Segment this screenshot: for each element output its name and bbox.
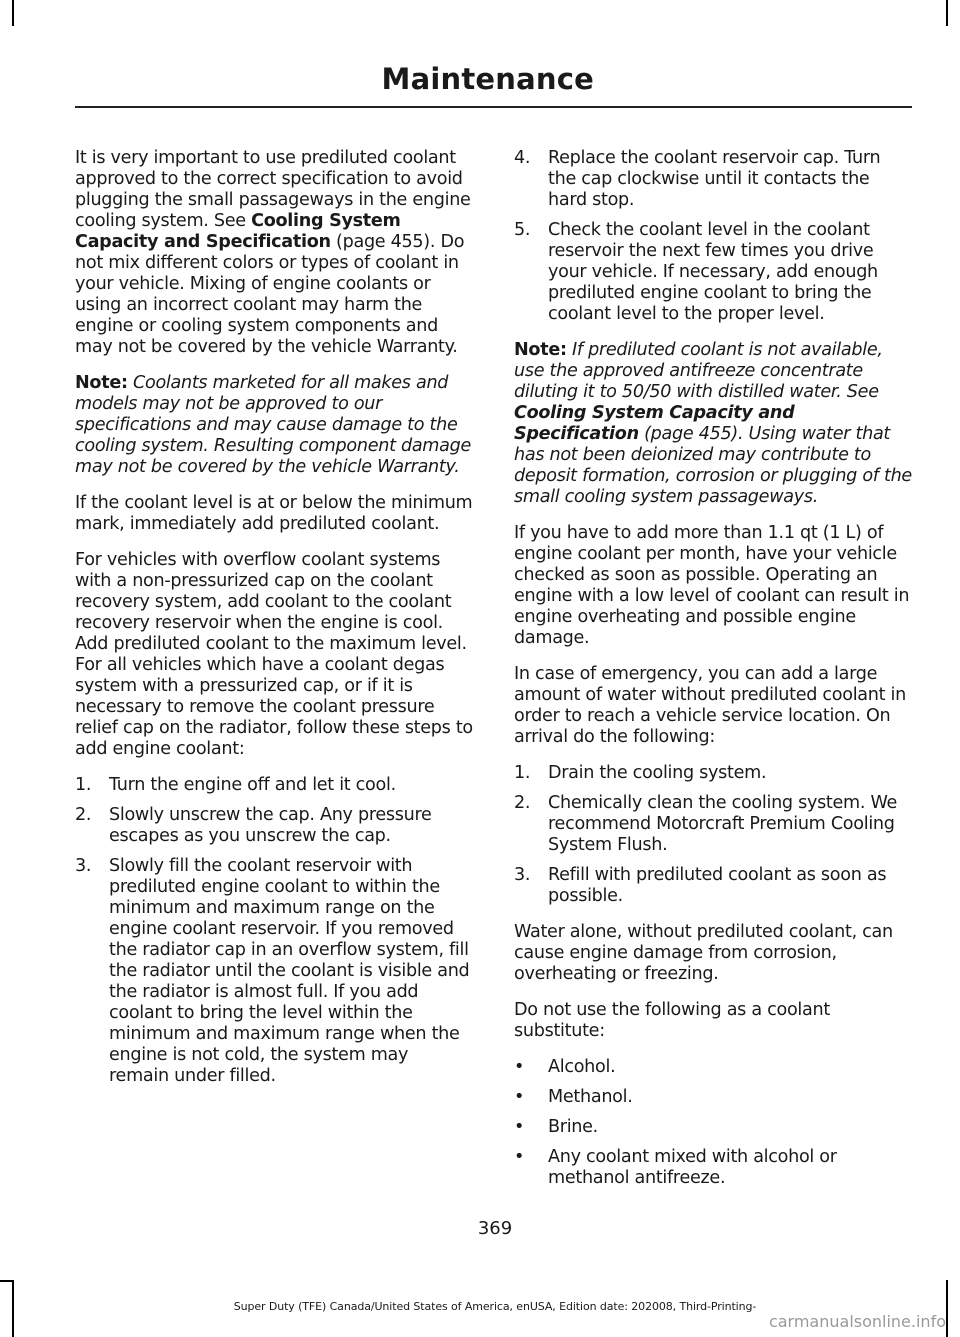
step-number: 3. <box>514 865 531 885</box>
list-item <box>514 763 912 784</box>
overflow-systems-paragraph: For vehicles with overflow coolant systems with a non-pressurized cap on the coolant recovery system, add coolant to the coolant recovery reservoir when the engine is cool. Add prediluted coolant to the maximum level. For all vehicles which have a coolant degas system with a pressurized cap, or if it is necessary to remove the coolant pressure relief cap on the radiator, follow these steps to add engine coolant: <box>75 550 473 759</box>
bullet-icon: • <box>514 1057 525 1077</box>
list-item <box>75 775 473 796</box>
step-text: Drain the cooling system. <box>548 763 767 783</box>
step-text: Slowly unscrew the cap. Any pressure escapes as you unscrew the cap. <box>109 805 432 846</box>
crop-mark-top-left <box>12 0 14 26</box>
list-item <box>514 1147 912 1189</box>
cross-reference-link[interactable]: Cooling System Capacity and Specification <box>75 211 401 252</box>
note-text-b: (page 455). Using water that has not been deionized may contribute to deposit formation, corrosion or plugging of the small cooling system passageways. <box>514 424 912 507</box>
note-text: Coolants marketed for all makes and models may not be approved to our specifications and may cause damage to the cooling system. Resulting component damage may not be covered by the vehicle Warranty. <box>75 373 472 477</box>
emergency-steps <box>514 763 912 907</box>
step-number: 1. <box>514 763 531 783</box>
step-number: 3. <box>75 856 92 876</box>
minimum-level-paragraph: If the coolant level is at or below the minimum mark, immediately add prediluted coolant. <box>75 493 473 534</box>
note-label: Note: <box>75 373 128 393</box>
step-number: 2. <box>514 793 531 813</box>
watermark: carmanualsonline.info <box>768 1312 946 1331</box>
water-warning-paragraph: Water alone, without prediluted coolant, can cause engine damage from corrosion, overheating or freezing. <box>514 922 893 984</box>
list-item <box>514 793 912 856</box>
list-item <box>514 148 912 211</box>
step-text: Replace the coolant reservoir cap. Turn the cap clockwise until it contacts the hard stop. <box>548 148 881 210</box>
add-coolant-steps <box>75 775 473 1087</box>
bullet-text: Brine. <box>548 1117 598 1137</box>
bullet-text: Any coolant mixed with alcohol or methanol antifreeze. <box>548 1147 837 1188</box>
bullet-icon: • <box>514 1147 525 1167</box>
footer-edition-info: Super Duty (TFE) Canada/United States of America, enUSA, Edition date: 202008, Third-Printing- <box>233 1300 757 1313</box>
emergency-paragraph: In case of emergency, you can add a large amount of water without prediluted coolant in order to reach a vehicle service location. On arrival do the following: <box>514 664 906 747</box>
list-item <box>514 865 912 907</box>
step-number: 1. <box>75 775 92 795</box>
list-item <box>75 805 473 847</box>
right-column <box>514 148 912 1204</box>
left-column <box>75 148 473 1102</box>
intro-text-b: (page 455). Do not mix different colors or types of coolant in your vehicle. Mixing of engine coolants or using an incorrect coolant may harm the engine or cooling system components and may not be covered by the vehicle Warranty. <box>75 232 465 357</box>
page-number: 369 <box>477 1218 513 1239</box>
add-coolant-steps-continued <box>514 148 912 325</box>
bullet-text: Alcohol. <box>548 1057 616 1077</box>
intro-text-a: It is very important to use prediluted coolant approved to the correct specification to avoid plugging the small passageways in the engine cooling system. See <box>75 148 471 231</box>
step-text: Refill with prediluted coolant as soon as possible. <box>548 865 887 906</box>
bullet-text: Methanol. <box>548 1087 633 1107</box>
coolant-usage-paragraph: If you have to add more than 1.1 qt (1 L) of engine coolant per month, have your vehicle checked as soon as possible. Operating an engine with a low level of coolant can result in engine overheating and possible engine damage. <box>514 523 910 648</box>
substitute-bullet-list <box>514 1057 912 1189</box>
note-label: Note: <box>514 340 567 360</box>
list-item <box>514 1087 912 1108</box>
step-text: Slowly fill the coolant reservoir with prediluted engine coolant to within the minimum and maximum range on the engine coolant reservoir. If you removed the radiator cap in an overflow system, fill the radiator until the coolant is visible and the radiator is almost full. If you add coolant to bring the level within the minimum and maximum range when the engine is not cold, the system may remain under filled. <box>109 856 470 1086</box>
step-number: 2. <box>75 805 92 825</box>
list-item <box>75 856 473 1087</box>
substitute-intro-paragraph: Do not use the following as a coolant substitute: <box>514 1000 830 1041</box>
list-item <box>514 1057 912 1078</box>
step-text: Chemically clean the cooling system. We recommend Motorcraft Premium Cooling System Flush. <box>548 793 898 855</box>
crop-mark-bottom-left-h <box>0 1280 14 1282</box>
note-text-a: If prediluted coolant is not available, use the approved antifreeze concentrate diluting it to 50/50 with distilled water. See <box>514 340 883 402</box>
list-item <box>514 1117 912 1138</box>
step-number: 4. <box>514 148 531 168</box>
step-text: Check the coolant level in the coolant reservoir the next few times you drive your vehicle. If necessary, add enough prediluted engine coolant to bring the coolant level to the proper level. <box>548 220 878 324</box>
note-paragraph <box>75 373 473 478</box>
cross-reference-link[interactable]: Cooling System Capacity and Specification <box>514 403 795 444</box>
list-item <box>514 220 912 325</box>
bullet-icon: • <box>514 1087 525 1107</box>
intro-paragraph <box>75 148 473 358</box>
step-number: 5. <box>514 220 531 240</box>
crop-mark-top-right <box>946 0 948 26</box>
step-text: Turn the engine off and let it cool. <box>109 775 396 795</box>
note-paragraph <box>514 340 912 508</box>
header-divider <box>75 106 912 108</box>
bullet-icon: • <box>514 1117 525 1137</box>
page-title: Maintenance <box>381 62 594 96</box>
